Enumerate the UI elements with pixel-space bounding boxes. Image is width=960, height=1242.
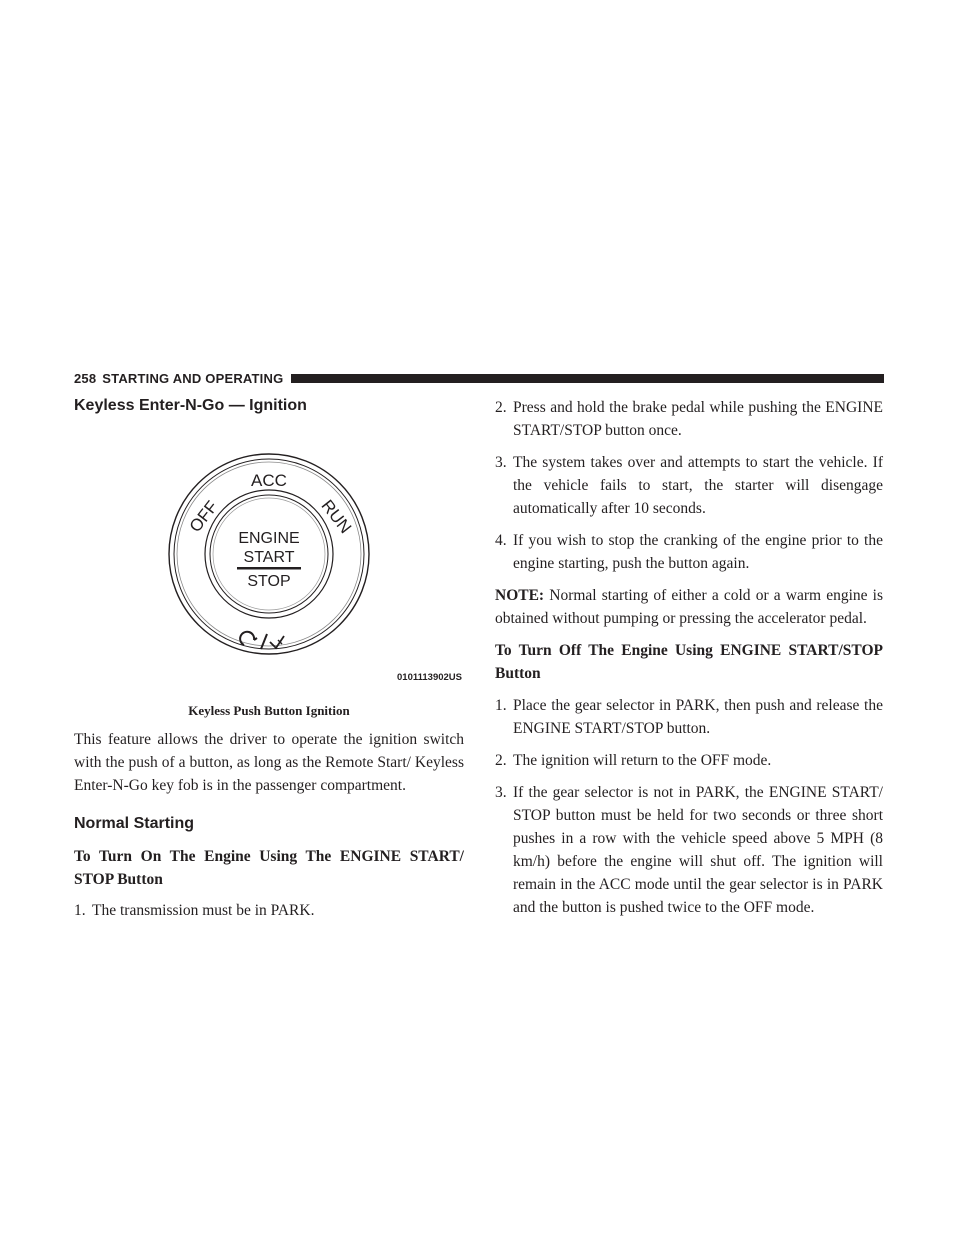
intro-paragraph: This feature allows the driver to operate the ignition switch with the push of a button, as long as the Remote Start/ Keyless Enter-N-Go key fob is in the passenger compartment. bbox=[74, 731, 464, 794]
list-item bbox=[495, 781, 883, 919]
image-code: 0101113902US bbox=[397, 672, 462, 683]
normal-starting-heading: Normal Starting bbox=[74, 815, 195, 832]
note-paragraph bbox=[495, 584, 883, 630]
list-text: The system takes over and attempts to start the vehicle. If the vehicle fails to start, the starter will disengage automatically after 10 seconds. bbox=[513, 454, 883, 517]
section-title: STARTING AND OPERATING bbox=[102, 370, 284, 386]
turn-off-heading: To Turn Off The Engine Using ENGINE START/STOP Button bbox=[495, 642, 883, 682]
section-heading: Keyless Enter-N-Go — Ignition bbox=[74, 397, 307, 414]
button-text-stop: STOP bbox=[247, 573, 291, 590]
list-number: 3. bbox=[495, 784, 507, 801]
page-header bbox=[74, 368, 884, 388]
page-number: 258 bbox=[74, 370, 97, 386]
note-label: NOTE: bbox=[495, 587, 545, 604]
figure-caption: Keyless Push Button Ignition bbox=[188, 703, 350, 718]
list-text: The transmission must be in PARK. bbox=[92, 902, 315, 919]
button-divider bbox=[237, 567, 301, 570]
list-text: If the gear selector is not in PARK, the ENGINE START/ STOP button must be held for two seconds or three short pushes in a row with the vehicle speed above 5 MPH (8 km/h) before the engine will shut off. The ignition will remain in the ACC mode until the gear selector is in PARK and the button is pushed twice to the OFF mode. bbox=[513, 784, 883, 916]
list-item bbox=[495, 396, 883, 442]
right-column bbox=[495, 396, 883, 919]
button-text-engine: ENGINE bbox=[238, 530, 300, 547]
list-text: If you wish to stop the cranking of the engine prior to the engine starting, push the button again. bbox=[513, 532, 883, 572]
note-text: Normal starting of either a cold or a warm engine is obtained without pumping or pressing the accelerator pedal. bbox=[495, 587, 884, 627]
left-column bbox=[74, 396, 464, 922]
list-text: Press and hold the brake pedal while pushing the ENGINE START/STOP button once. bbox=[513, 399, 883, 439]
ignition-figure bbox=[74, 428, 464, 700]
list-number: 1. bbox=[495, 697, 507, 714]
list-text: Place the gear selector in PARK, then push and release the ENGINE START/STOP button. bbox=[513, 697, 883, 737]
label-acc: ACC bbox=[251, 471, 287, 490]
turn-on-heading: To Turn On The Engine Using The ENGINE START/ STOP Button bbox=[74, 848, 464, 888]
label-off: OFF bbox=[185, 497, 222, 536]
list-item bbox=[495, 749, 883, 772]
list-text: The ignition will return to the OFF mode. bbox=[513, 752, 772, 769]
list-item bbox=[74, 899, 464, 922]
button-text-start: START bbox=[243, 549, 295, 566]
list-item bbox=[495, 694, 883, 740]
list-number: 4. bbox=[495, 532, 507, 549]
list-item bbox=[495, 529, 883, 575]
list-number: 2. bbox=[495, 399, 507, 416]
list-number: 2. bbox=[495, 752, 507, 769]
header-rule bbox=[291, 374, 884, 383]
list-number: 3. bbox=[495, 454, 507, 471]
list-number: 1. bbox=[74, 902, 86, 919]
list-item bbox=[495, 451, 883, 520]
ignition-button-illustration bbox=[166, 428, 372, 672]
label-run: RUN bbox=[317, 496, 356, 537]
